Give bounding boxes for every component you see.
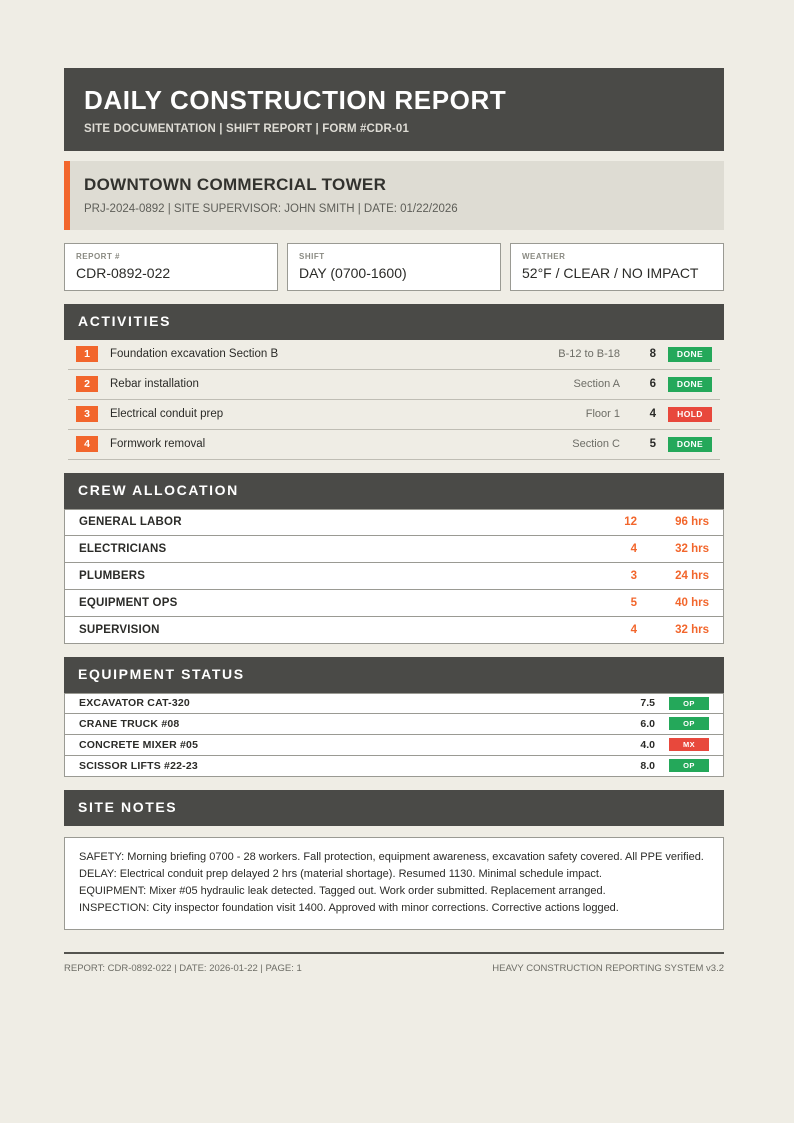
crew-list	[64, 509, 724, 644]
equipment-hours: 6.0	[640, 717, 655, 730]
crew-count: 4	[630, 623, 637, 636]
section-header-activities	[64, 304, 724, 340]
crew-role: SUPERVISION	[79, 623, 160, 636]
site-notes-box	[64, 837, 724, 930]
info-box-shift	[287, 243, 501, 291]
info-label: REPORT #	[76, 251, 121, 261]
crew-count: 12	[624, 516, 637, 529]
section-header-notes	[64, 790, 724, 826]
crew-role: ELECTRICIANS	[79, 542, 167, 555]
section-title: CREW ALLOCATION	[78, 481, 239, 498]
activity-index-chip: 2	[76, 376, 98, 392]
table-row	[64, 735, 724, 756]
footer-left-text: REPORT: CDR-0892-022 | DATE: 2026-01-22 | PAGE: 1	[64, 962, 302, 974]
section-title: SITE NOTES	[78, 798, 178, 815]
info-box-row	[64, 243, 724, 291]
table-row	[64, 536, 724, 563]
project-band	[64, 161, 724, 230]
info-label: WEATHER	[522, 251, 566, 261]
table-row	[64, 509, 724, 536]
crew-count: 5	[630, 596, 637, 609]
equipment-list	[64, 693, 724, 777]
status-badge: MX	[669, 738, 709, 751]
activity-quantity: 6	[649, 378, 656, 391]
table-row	[68, 340, 720, 370]
note-line-equipment: EQUIPMENT: Mixer #05 hydraulic leak detected. Tagged out. Work order submitted. Replacement arranged.	[79, 884, 606, 897]
activity-description: Formwork removal	[110, 438, 206, 451]
report-footer	[64, 952, 724, 974]
activity-quantity: 8	[649, 348, 656, 361]
project-meta: PRJ-2024-0892 | SITE SUPERVISOR: JOHN SMITH | DATE: 01/22/2026	[84, 202, 458, 215]
section-header-equipment	[64, 657, 724, 693]
activity-location: B-12 to B-18	[558, 348, 620, 361]
equipment-hours: 8.0	[640, 759, 655, 772]
activities-list	[64, 340, 724, 460]
table-row	[68, 430, 720, 460]
page-title: DAILY CONSTRUCTION REPORT	[84, 85, 507, 115]
table-row	[64, 714, 724, 735]
crew-role: PLUMBERS	[79, 569, 146, 582]
report-masthead	[64, 68, 724, 151]
info-value: DAY (0700-1600)	[299, 264, 407, 281]
status-badge: DONE	[668, 377, 712, 392]
crew-count: 3	[630, 569, 637, 582]
table-row	[68, 400, 720, 430]
table-row	[64, 590, 724, 617]
section-header-crew	[64, 473, 724, 509]
note-line-safety: SAFETY: Morning briefing 0700 - 28 workers. Fall protection, equipment awareness, excavation safety covered. All PPE verified.	[79, 850, 704, 863]
section-title: EQUIPMENT STATUS	[78, 665, 245, 682]
equipment-hours: 4.0	[640, 738, 655, 751]
status-badge: OP	[669, 697, 709, 710]
table-row	[68, 370, 720, 400]
equipment-hours: 7.5	[640, 697, 655, 710]
activity-index-chip: 4	[76, 436, 98, 452]
activity-description: Foundation excavation Section B	[110, 348, 279, 361]
crew-hours: 40 hrs	[675, 596, 709, 609]
crew-role: EQUIPMENT OPS	[79, 596, 178, 609]
activity-location: Floor 1	[585, 408, 620, 421]
activity-description: Rebar installation	[110, 378, 199, 391]
crew-hours: 96 hrs	[675, 516, 709, 529]
status-badge: OP	[669, 759, 709, 772]
crew-hours: 24 hrs	[675, 569, 709, 582]
crew-hours: 32 hrs	[675, 542, 709, 555]
activity-description: Electrical conduit prep	[110, 408, 224, 421]
status-badge: DONE	[668, 437, 712, 452]
info-box-report-number	[64, 243, 278, 291]
footer-right-text: HEAVY CONSTRUCTION REPORTING SYSTEM v3.2	[492, 962, 724, 974]
activity-index-chip: 1	[76, 346, 98, 362]
note-line-delay: DELAY: Electrical conduit prep delayed 2 hrs (material shortage). Resumed 1130. Minimal schedule impact.	[79, 867, 602, 880]
report-sheet	[64, 68, 724, 974]
info-value: CDR-0892-022	[76, 264, 171, 281]
project-body	[70, 161, 476, 230]
project-name: DOWNTOWN COMMERCIAL TOWER	[84, 174, 387, 194]
crew-hours: 32 hrs	[675, 623, 709, 636]
status-badge: DONE	[668, 347, 712, 362]
activity-quantity: 4	[649, 408, 656, 421]
equipment-name: EXCAVATOR CAT-320	[79, 697, 190, 710]
crew-count: 4	[630, 542, 637, 555]
info-box-weather	[510, 243, 724, 291]
equipment-name: CONCRETE MIXER #05	[79, 738, 199, 751]
table-row	[64, 693, 724, 714]
table-row	[64, 563, 724, 590]
activity-quantity: 5	[649, 438, 656, 451]
status-badge: HOLD	[668, 407, 712, 422]
activity-location: Section C	[572, 438, 620, 451]
table-row	[64, 617, 724, 644]
section-title: ACTIVITIES	[78, 312, 172, 329]
info-value: 52°F / CLEAR / NO IMPACT	[522, 264, 699, 281]
activity-index-chip: 3	[76, 406, 98, 422]
page-subtitle: SITE DOCUMENTATION | SHIFT REPORT | FORM #CDR-01	[84, 122, 409, 135]
equipment-name: SCISSOR LIFTS #22-23	[79, 759, 198, 772]
status-badge: OP	[669, 717, 709, 730]
info-label: SHIFT	[299, 251, 325, 261]
table-row	[64, 756, 724, 777]
activity-location: Section A	[573, 378, 620, 391]
equipment-name: CRANE TRUCK #08	[79, 717, 180, 730]
crew-role: GENERAL LABOR	[79, 516, 182, 529]
note-line-inspection: INSPECTION: City inspector foundation visit 1400. Approved with minor corrections. Corrective actions logged.	[79, 901, 619, 914]
